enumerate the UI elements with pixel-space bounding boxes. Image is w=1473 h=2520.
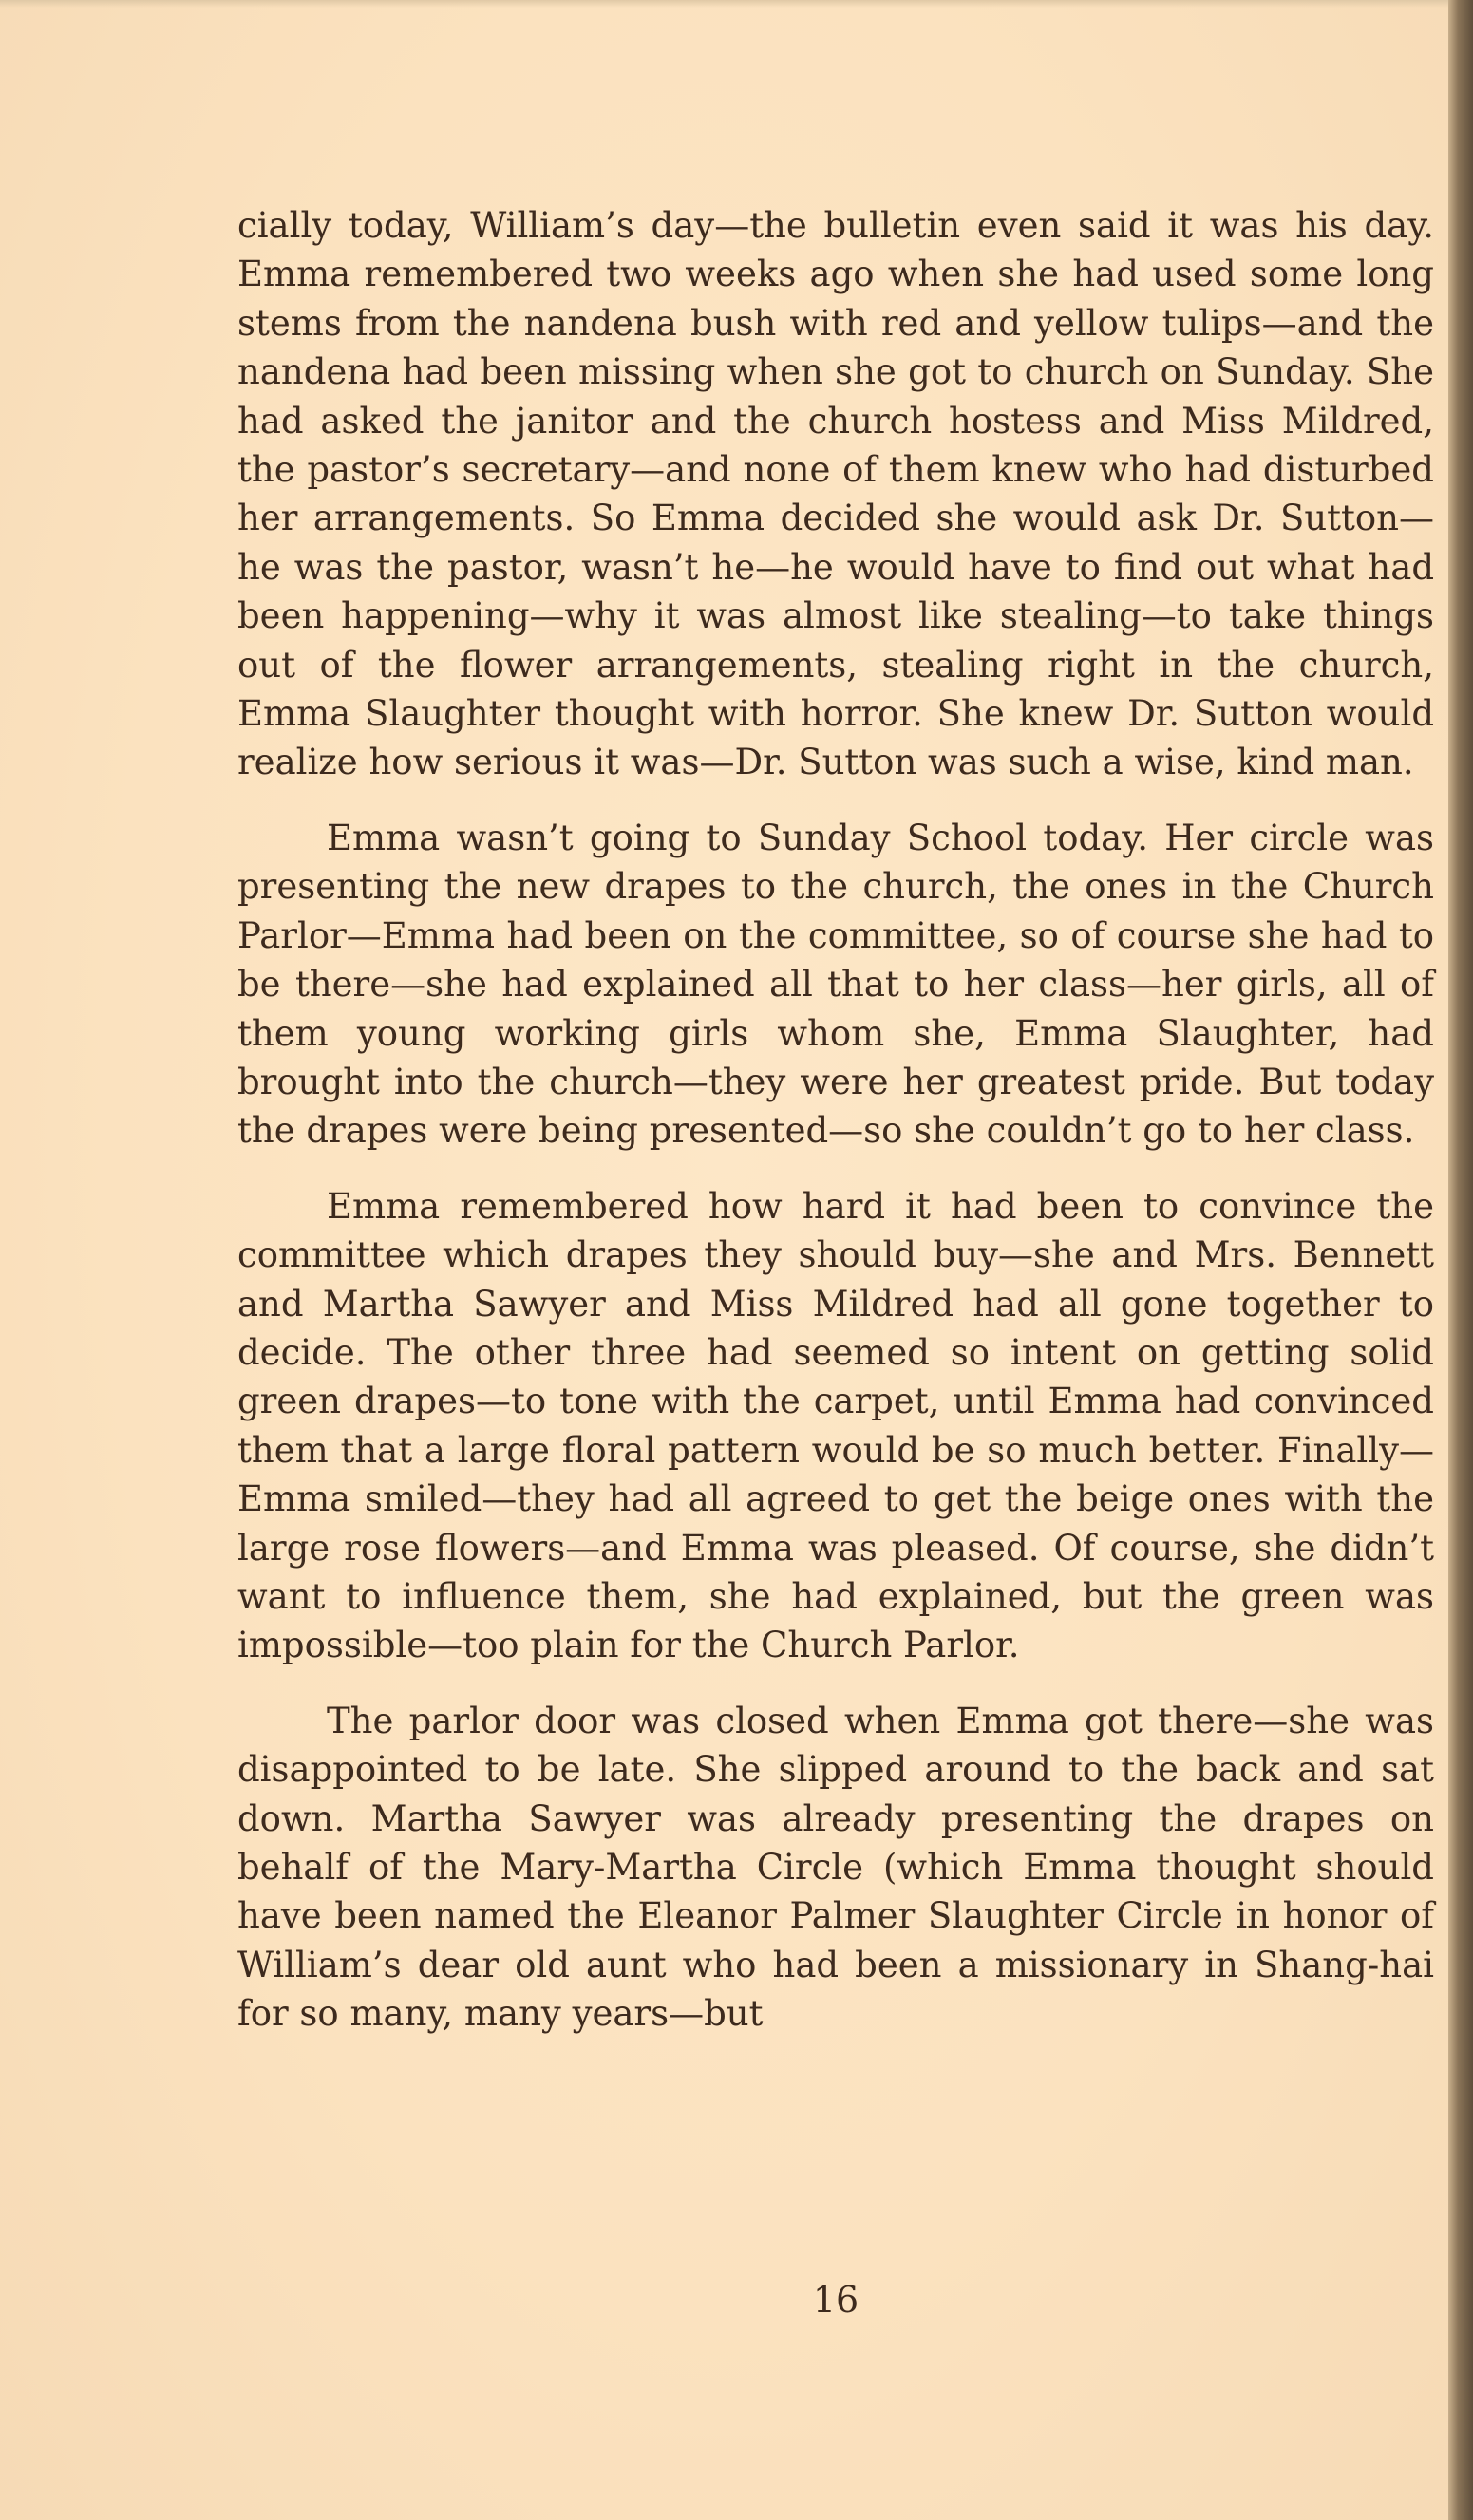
paragraph-3: Emma remembered how hard it had been to convince the committee which drapes they should buy—she and Mrs. Bennett and Martha Sawyer and Miss Mildred had all gone together to decide. The other three had seemed so intent on getting solid green drapes—to tone with the carpet, until Emma had convinced them that a large floral pattern would be so much better. Finally—Emma smiled—they had all agreed to get the beige ones with the large rose flowers—and Emma was pleased. Of course, she didn’t want to influence them, she had explained, but the green was impossible—too plain for the Church Parlor. bbox=[237, 1185, 1434, 1666]
page-top-shadow bbox=[0, 0, 1448, 8]
paragraph-1: cially today, William’s day—the bulletin even said it was his day. Emma remembered two weeks ago when she had used some long stems from the nandena bush with red and yellow tulips—and the nandena had been missing when she got to church on Sunday. She had asked the janitor and the church hostess and Miss Mildred, the pastor’s secretary—and none of them knew who had disturbed her arrangements. So Emma decided she would ask Dr. Sutton—he was the pastor, wasn’t he—he would have to find out what had been happening—why it was almost like stealing—to take things out of the flower arrangements, stealing right in the church, Emma Slaughter thought with horror. She knew Dr. Sutton would realize how serious it was—Dr. Sutton was such a wise, kind man. bbox=[237, 205, 1434, 783]
page-number: 16 bbox=[812, 2279, 859, 2321]
body-text bbox=[237, 201, 1434, 2065]
book-spine-edge bbox=[1448, 0, 1473, 2520]
paragraph-2: Emma wasn’t going to Sunday School today. Her circle was presenting the new drapes to the church, the ones in the Church Parlor—Emma had been on the committee, so of course she had to be there—she had explained all that to her class—her girls, all of them young working girls whom she, Emma Slaughter, had brought into the church—they were her greatest pride. But today the drapes were being presented—so she couldn’t go to her class. bbox=[237, 817, 1434, 1152]
paragraph-4: The parlor door was closed when Emma got there—she was disappointed to be late. She slipped around to the back and sat down. Martha Sawyer was already presenting the drapes on behalf of the Mary-Martha Circle (which Emma thought should have been named the Eleanor Palmer Slaughter Circle in honor of William’s dear old aunt who had been a missionary in Shang-hai for so many, many years—but bbox=[237, 1700, 1434, 2035]
